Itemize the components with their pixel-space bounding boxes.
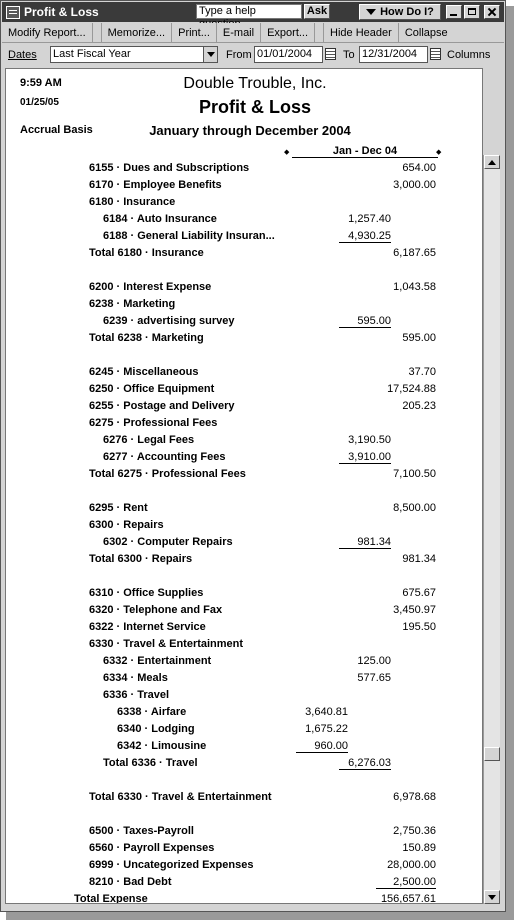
row-amount: 1,675.22 — [305, 723, 348, 735]
report-row[interactable] — [6, 687, 483, 704]
row-label: Total 6300 · Repairs — [89, 553, 193, 565]
row-label: 6310 · Office Supplies — [89, 587, 204, 599]
row-label: 6340 · Lodging — [117, 723, 195, 735]
report-row[interactable] — [6, 636, 483, 653]
report-row[interactable] — [6, 874, 483, 891]
row-label: Total Expense — [74, 893, 148, 904]
report-basis: Accrual Basis — [20, 124, 93, 136]
row-amount: 3,910.00 — [339, 451, 391, 464]
row-amount: 17,524.88 — [387, 383, 436, 395]
row-label: Total 6336 · Travel — [103, 757, 198, 769]
report-row[interactable] — [6, 228, 483, 245]
row-amount: 960.00 — [296, 740, 348, 753]
row-label: 6500 · Taxes-Payroll — [89, 825, 194, 837]
row-label: 6170 · Employee Benefits — [89, 179, 222, 191]
dates-value: Last Fiscal Year — [53, 48, 131, 60]
row-amount: 195.50 — [402, 621, 436, 633]
report-row[interactable] — [6, 585, 483, 602]
row-amount: 1,257.40 — [348, 213, 391, 225]
row-label: 6320 · Telephone and Fax — [89, 604, 223, 616]
row-label: 6300 · Repairs — [89, 519, 164, 531]
collapse-button[interactable]: Collapse — [404, 26, 448, 39]
row-label: 6302 · Computer Repairs — [103, 536, 233, 548]
report-row[interactable] — [6, 245, 483, 262]
report-row[interactable] — [6, 551, 483, 568]
calendar-icon[interactable] — [430, 48, 441, 60]
row-label: 6239 · advertising survey — [103, 315, 235, 327]
blank-row — [6, 483, 483, 500]
report-row[interactable] — [6, 823, 483, 840]
minimize-icon[interactable] — [446, 5, 462, 19]
report-row[interactable] — [6, 891, 483, 904]
row-label: 6155 · Dues and Subscriptions — [89, 162, 250, 174]
vertical-scrollbar[interactable] — [483, 155, 500, 904]
row-label: 6238 · Marketing — [89, 298, 176, 310]
close-icon[interactable] — [484, 5, 500, 19]
row-label: Total 6180 · Insurance — [89, 247, 204, 259]
report-period: January through December 2004 — [149, 123, 351, 138]
report-row[interactable] — [6, 721, 483, 738]
row-label: 6180 · Insurance — [89, 196, 176, 208]
report-row[interactable] — [6, 194, 483, 211]
toolbar-separator — [315, 23, 324, 42]
report-time: 9:59 AM — [20, 77, 62, 89]
from-label: From — [226, 49, 252, 61]
from-date-input[interactable]: 01/01/2004 — [254, 46, 323, 63]
report-row[interactable] — [6, 517, 483, 534]
row-label: Total 6238 · Marketing — [89, 332, 204, 344]
report-row[interactable] — [6, 857, 483, 874]
row-label: 6188 · General Liability Insuran... — [103, 230, 275, 242]
row-label: 6250 · Office Equipment — [89, 383, 215, 395]
report-row[interactable] — [6, 755, 483, 772]
columns-label[interactable]: Columns — [447, 49, 491, 61]
report-row[interactable] — [6, 415, 483, 432]
blank-row — [6, 347, 483, 364]
row-label: 6560 · Payroll Expenses — [89, 842, 215, 854]
row-label: Total 6330 · Travel & Entertainment — [89, 791, 272, 803]
report-row[interactable] — [6, 313, 483, 330]
row-label: 6334 · Meals — [103, 672, 168, 684]
toolbar-separator — [93, 23, 102, 42]
row-amount: 654.00 — [402, 162, 436, 174]
row-amount: 595.00 — [402, 332, 436, 344]
to-date-input[interactable]: 12/31/2004 — [359, 46, 428, 63]
row-amount: 150.89 — [402, 842, 436, 854]
filter-bar — [2, 44, 504, 66]
report-row[interactable] — [6, 602, 483, 619]
calendar-icon[interactable] — [325, 48, 336, 60]
row-label: 6330 · Travel & Entertainment — [89, 638, 244, 650]
how-do-i-label: How Do I? — [380, 6, 434, 18]
blank-row — [6, 772, 483, 789]
report-date: 01/25/05 — [20, 97, 59, 108]
row-amount: 37.70 — [408, 366, 436, 378]
diamond-icon[interactable]: ◆ — [436, 149, 442, 156]
report-row[interactable] — [6, 653, 483, 670]
row-amount: 156,657.61 — [380, 893, 436, 904]
row-label: 6184 · Auto Insurance — [103, 213, 217, 225]
report-row[interactable] — [6, 500, 483, 517]
row-label: 6276 · Legal Fees — [103, 434, 195, 446]
scroll-up-icon[interactable] — [484, 155, 500, 169]
scroll-down-icon[interactable] — [484, 890, 500, 904]
row-amount: 3,000.00 — [393, 179, 436, 191]
dates-select[interactable] — [50, 46, 218, 63]
report-row[interactable] — [6, 789, 483, 806]
report-row[interactable] — [6, 330, 483, 347]
report-window-icon — [6, 6, 20, 19]
dates-label: Dates — [8, 49, 37, 61]
report-row[interactable] — [6, 704, 483, 721]
report-row[interactable] — [6, 840, 483, 857]
how-do-i-button[interactable] — [359, 4, 441, 20]
report-title: Profit & Loss — [198, 97, 311, 117]
report-row[interactable] — [6, 211, 483, 228]
row-amount: 675.67 — [402, 587, 436, 599]
row-amount: 577.65 — [357, 672, 391, 684]
report-row[interactable] — [6, 534, 483, 551]
row-label: Total 6275 · Professional Fees — [89, 468, 246, 480]
row-label: 6275 · Professional Fees — [89, 417, 218, 429]
report-row[interactable] — [6, 466, 483, 483]
help-search-input[interactable]: Type a help — [196, 4, 302, 19]
report-row[interactable] — [6, 432, 483, 449]
row-label: 6277 · Accounting Fees — [103, 451, 226, 463]
row-amount: 6,187.65 — [393, 247, 436, 259]
title-bar[interactable] — [2, 2, 504, 22]
row-amount: 2,750.36 — [393, 825, 436, 837]
report-row[interactable] — [6, 296, 483, 313]
chevron-down-icon[interactable] — [203, 47, 217, 62]
report-row[interactable] — [6, 279, 483, 296]
row-label: 6255 · Postage and Delivery — [89, 400, 235, 412]
row-label: 6245 · Miscellaneous — [89, 366, 199, 378]
dropdown-arrow-icon — [366, 9, 376, 15]
row-label: 6336 · Travel — [103, 689, 170, 701]
row-amount: 8,500.00 — [393, 502, 436, 514]
row-amount: 3,190.50 — [348, 434, 391, 446]
blank-row — [6, 568, 483, 585]
report-row[interactable] — [6, 619, 483, 636]
hide-header-button[interactable]: Hide Header — [324, 23, 399, 42]
company-name: Double Trouble, Inc. — [183, 75, 327, 92]
report-row[interactable] — [6, 381, 483, 398]
blank-row — [6, 806, 483, 823]
row-amount: 205.23 — [402, 400, 436, 412]
row-label: 6200 · Interest Expense — [89, 281, 212, 293]
report-rows — [6, 160, 483, 904]
row-label: 6332 · Entertainment — [103, 655, 212, 667]
row-amount: 7,100.50 — [393, 468, 436, 480]
row-label: 6295 · Rent — [89, 502, 148, 514]
email-button[interactable]: E-mail — [217, 23, 261, 42]
report-row[interactable] — [6, 449, 483, 466]
modify-report-button[interactable]: Modify Report... — [2, 23, 93, 42]
row-amount: 1,043.58 — [393, 281, 436, 293]
row-amount: 125.00 — [357, 655, 391, 667]
export-button[interactable]: Export... — [261, 23, 315, 42]
row-amount: 6,276.03 — [339, 757, 391, 770]
row-label: 6342 · Limousine — [117, 740, 207, 752]
report-toolbar — [2, 23, 504, 43]
row-amount: 28,000.00 — [387, 859, 436, 871]
ask-button[interactable]: Ask — [304, 4, 330, 19]
memorize-button[interactable]: Memorize... — [102, 23, 172, 42]
report-row[interactable] — [6, 738, 483, 755]
print-button[interactable]: Print... — [172, 23, 217, 42]
blank-row — [6, 262, 483, 279]
row-label: 6999 · Uncategorized Expenses — [89, 859, 254, 871]
row-label: 8210 · Bad Debt — [89, 876, 172, 888]
row-amount: 3,450.97 — [393, 604, 436, 616]
diamond-icon[interactable]: ◆ — [284, 149, 290, 156]
row-amount: 2,500.00 — [376, 876, 436, 889]
report-row[interactable] — [6, 398, 483, 415]
row-amount: 3,640.81 — [305, 706, 348, 718]
to-label: To — [343, 49, 355, 61]
window-title: Profit & Loss — [24, 5, 99, 19]
row-amount: 6,978.68 — [393, 791, 436, 803]
maximize-icon[interactable] — [464, 5, 480, 19]
row-label: 6322 · Internet Service — [89, 621, 206, 633]
row-label: 6338 · Airfare — [117, 706, 187, 718]
report-row[interactable] — [6, 177, 483, 194]
report-body — [5, 68, 483, 904]
report-row[interactable] — [6, 670, 483, 687]
report-row[interactable] — [6, 364, 483, 381]
row-amount: 981.34 — [339, 536, 391, 549]
row-amount: 981.34 — [402, 553, 436, 565]
row-amount: 4,930.25 — [339, 230, 391, 243]
column-header[interactable]: Jan - Dec 04 — [292, 145, 438, 158]
row-amount: 595.00 — [339, 315, 391, 328]
scroll-thumb[interactable] — [484, 747, 500, 761]
report-row[interactable] — [6, 160, 483, 177]
